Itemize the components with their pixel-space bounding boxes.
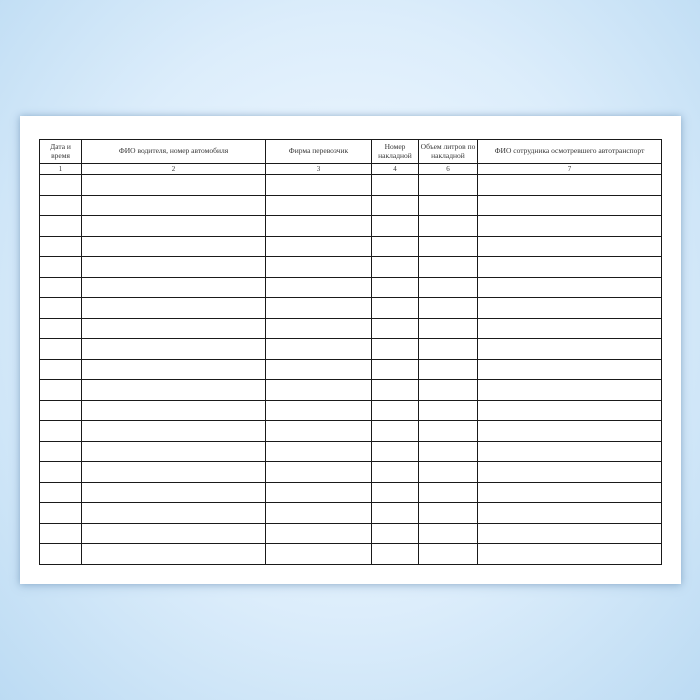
table-cell [40,195,82,216]
table-cell [82,236,266,257]
table-cell [372,339,419,360]
table-cell [40,503,82,524]
table-cell [478,523,662,544]
table-cell [40,462,82,483]
table-cell [372,318,419,339]
table-cell [372,195,419,216]
table-cell [478,195,662,216]
header-volume-liters: Объем литров по накладной [419,140,478,164]
table-cell [266,462,372,483]
table-row [40,277,662,298]
table-cell [419,277,478,298]
table-cell [40,400,82,421]
table-cell [478,421,662,442]
table-cell [266,421,372,442]
table-cell [419,380,478,401]
table-cell [40,236,82,257]
header-driver-name-car-number: ФИО водителя, номер автомобиля [82,140,266,164]
table-cell [419,462,478,483]
table-cell [372,441,419,462]
table-cell [478,277,662,298]
table-cell [478,482,662,503]
table-row [40,359,662,380]
table-cell [372,523,419,544]
table-body [40,175,662,565]
header-waybill-number: Номер накладной [372,140,419,164]
table-cell [419,195,478,216]
table-cell [266,298,372,319]
table-cell [82,216,266,237]
table-cell [266,257,372,278]
table-cell [419,359,478,380]
table-cell [40,298,82,319]
table-cell [372,257,419,278]
table-cell [82,257,266,278]
table-cell [419,175,478,196]
table-cell [372,277,419,298]
table-cell [266,195,372,216]
table-cell [266,544,372,565]
table-cell [266,318,372,339]
paper-sheet [20,116,681,584]
table-header-row [40,140,662,164]
table-cell [419,236,478,257]
table-cell [478,462,662,483]
table-cell [40,175,82,196]
table-cell [82,380,266,401]
column-number: 4 [372,164,419,175]
table-cell [372,544,419,565]
table-cell [266,339,372,360]
table-cell [40,544,82,565]
table-row [40,441,662,462]
table-row [40,298,662,319]
table-cell [478,380,662,401]
table-cell [266,359,372,380]
table-cell [40,277,82,298]
table-cell [478,441,662,462]
table-cell [478,318,662,339]
column-number: 2 [82,164,266,175]
table-row [40,380,662,401]
table-cell [82,277,266,298]
table-cell [372,216,419,237]
table-cell [478,359,662,380]
column-number-row [40,164,662,175]
table-cell [266,175,372,196]
table-row [40,482,662,503]
table-row [40,216,662,237]
table-cell [266,216,372,237]
table-cell [40,482,82,503]
table-cell [40,421,82,442]
table-cell [478,257,662,278]
table-cell [419,421,478,442]
table-cell [266,523,372,544]
column-number: 6 [419,164,478,175]
table-cell [372,236,419,257]
table-row [40,257,662,278]
table-cell [82,462,266,483]
table-cell [478,216,662,237]
table-cell [82,523,266,544]
table-cell [478,339,662,360]
table-cell [40,339,82,360]
table-row [40,339,662,360]
table-cell [40,216,82,237]
table-cell [266,380,372,401]
table-row [40,236,662,257]
table-row [40,544,662,565]
table-cell [419,216,478,237]
table-cell [372,482,419,503]
table-cell [40,318,82,339]
table-cell [40,359,82,380]
table-row [40,400,662,421]
table-cell [40,523,82,544]
table-cell [419,400,478,421]
table-cell [82,318,266,339]
table-cell [82,421,266,442]
column-number: 1 [40,164,82,175]
table-row [40,195,662,216]
table-cell [478,544,662,565]
table-cell [40,380,82,401]
table-cell [82,482,266,503]
table-cell [478,298,662,319]
table-row [40,421,662,442]
table-cell [419,441,478,462]
table-cell [419,257,478,278]
table-cell [266,400,372,421]
table-cell [419,482,478,503]
header-inspector-name: ФИО сотрудника осмотревшего автотранспорт [478,140,662,164]
table-cell [372,175,419,196]
table-cell [82,503,266,524]
table-row [40,318,662,339]
table-cell [372,400,419,421]
table-cell [419,544,478,565]
column-number: 3 [266,164,372,175]
table-cell [82,298,266,319]
table-cell [419,339,478,360]
table-cell [478,400,662,421]
table-cell [372,462,419,483]
table-cell [40,441,82,462]
header-carrier-company: Фирма перевозчик [266,140,372,164]
table-cell [266,482,372,503]
table-cell [82,544,266,565]
table-cell [82,195,266,216]
table-cell [266,277,372,298]
table-cell [82,339,266,360]
table-cell [40,257,82,278]
table-cell [82,400,266,421]
log-table [39,139,662,565]
table-cell [419,318,478,339]
table-row [40,462,662,483]
table-cell [372,298,419,319]
header-date-time: Дата и время [40,140,82,164]
table-cell [419,523,478,544]
table-row [40,523,662,544]
table-row [40,503,662,524]
table-cell [82,359,266,380]
table-cell [82,175,266,196]
table-cell [478,503,662,524]
table-cell [372,359,419,380]
table-cell [372,380,419,401]
table-cell [372,503,419,524]
column-number: 7 [478,164,662,175]
table-row [40,175,662,196]
table-cell [419,503,478,524]
table-cell [478,236,662,257]
table-cell [372,421,419,442]
table-cell [266,236,372,257]
table-cell [419,298,478,319]
table-cell [82,441,266,462]
table-cell [266,503,372,524]
table-cell [266,441,372,462]
table-cell [478,175,662,196]
